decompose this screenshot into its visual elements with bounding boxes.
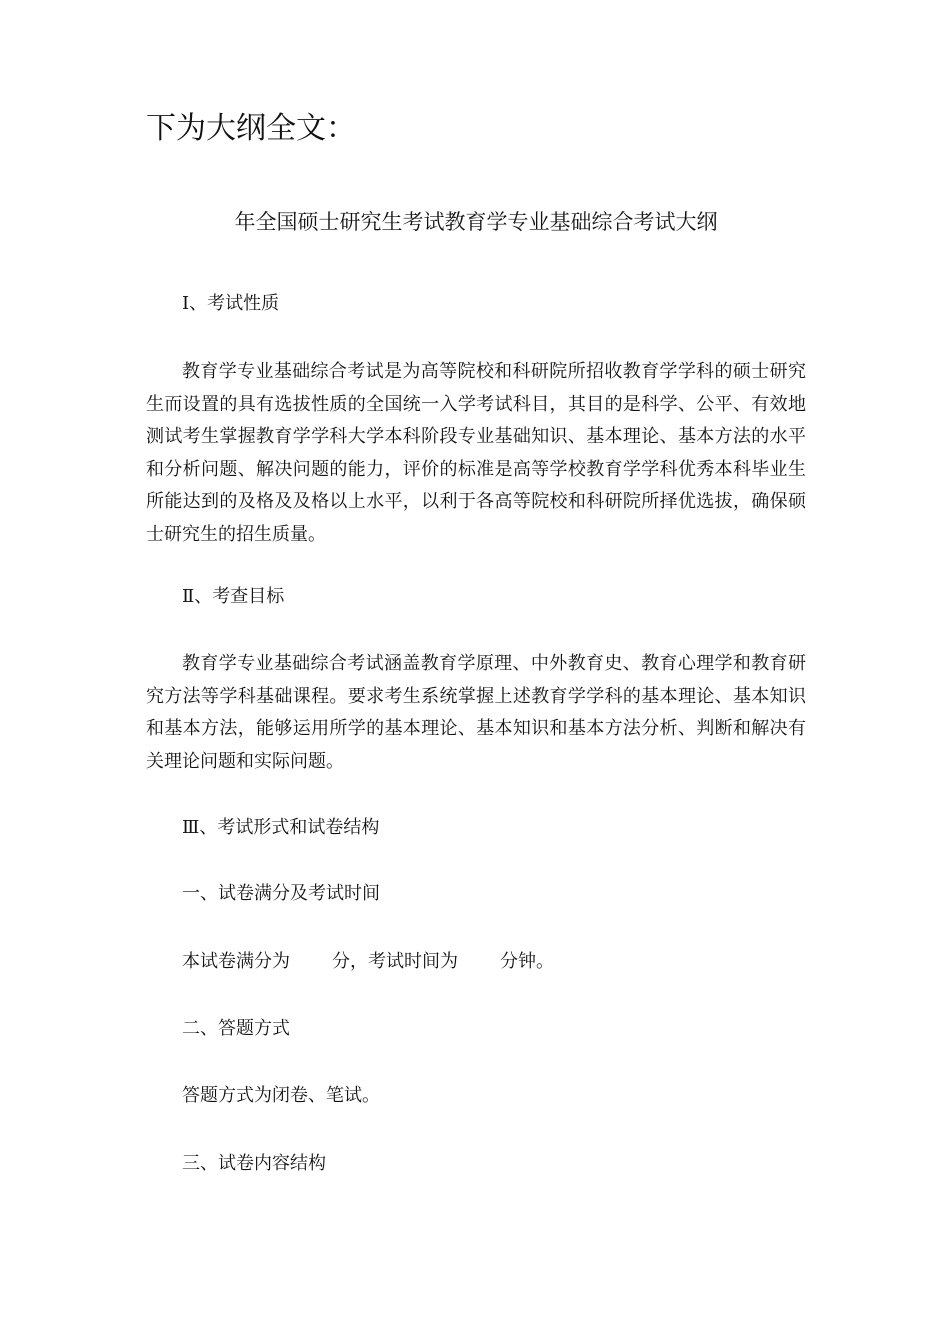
subsection-3-heading: 三、试卷内容结构: [182, 1153, 326, 1174]
subsection-1-heading: 一、试卷满分及考试时间: [182, 883, 380, 904]
score-text-b: 分，考试时间为: [332, 951, 458, 972]
section-3-heading: Ⅲ、考试形式和试卷结构: [182, 817, 380, 838]
score-text-c: 分钟。: [500, 951, 554, 972]
subsection-2-heading: 二、答题方式: [182, 1018, 290, 1039]
exam-score-time-line: [182, 946, 554, 978]
section-2-heading: Ⅱ、考查目标: [182, 586, 285, 607]
section-2-paragraph: 教育学专业基础综合考试涵盖教育学原理、中外教育史、教育心理学和教育研究方法等学科基础课程。要求考生系统掌握上述教育学学科的基本理论、基本知识和基本方法，能够运用所学的基本理论、基本知识和基本方法分析、判断和解决有关理论问题和实际问题。: [146, 653, 806, 772]
answer-method-text: 答题方式为闭卷、笔试。: [182, 1085, 380, 1106]
score-text-a: 本试卷满分为: [182, 951, 290, 972]
intro-heading: 下为大纲全文：: [146, 111, 356, 146]
section-1-heading: Ⅰ、考试性质: [182, 293, 280, 314]
document-title: 年全国硕士研究生考试教育学专业基础综合考试大纲: [234, 210, 718, 234]
section-1-paragraph: 教育学专业基础综合考试是为高等院校和科研院所招收教育学学科的硕士研究生而设置的具有选拔性质的全国统一入学考试科目，其目的是科学、公平、有效地测试考生掌握教育学学科大学本科阶段专业基础知识、基本理论、基本方法的水平和分析问题、解决问题的能力，评价的标准是高等学校教育学学科优秀本科毕业生所能达到的及格及及格以上水平，以利于各高等院校和科研院所择优选拔，确保硕士研究生的招生质量。: [146, 361, 806, 545]
